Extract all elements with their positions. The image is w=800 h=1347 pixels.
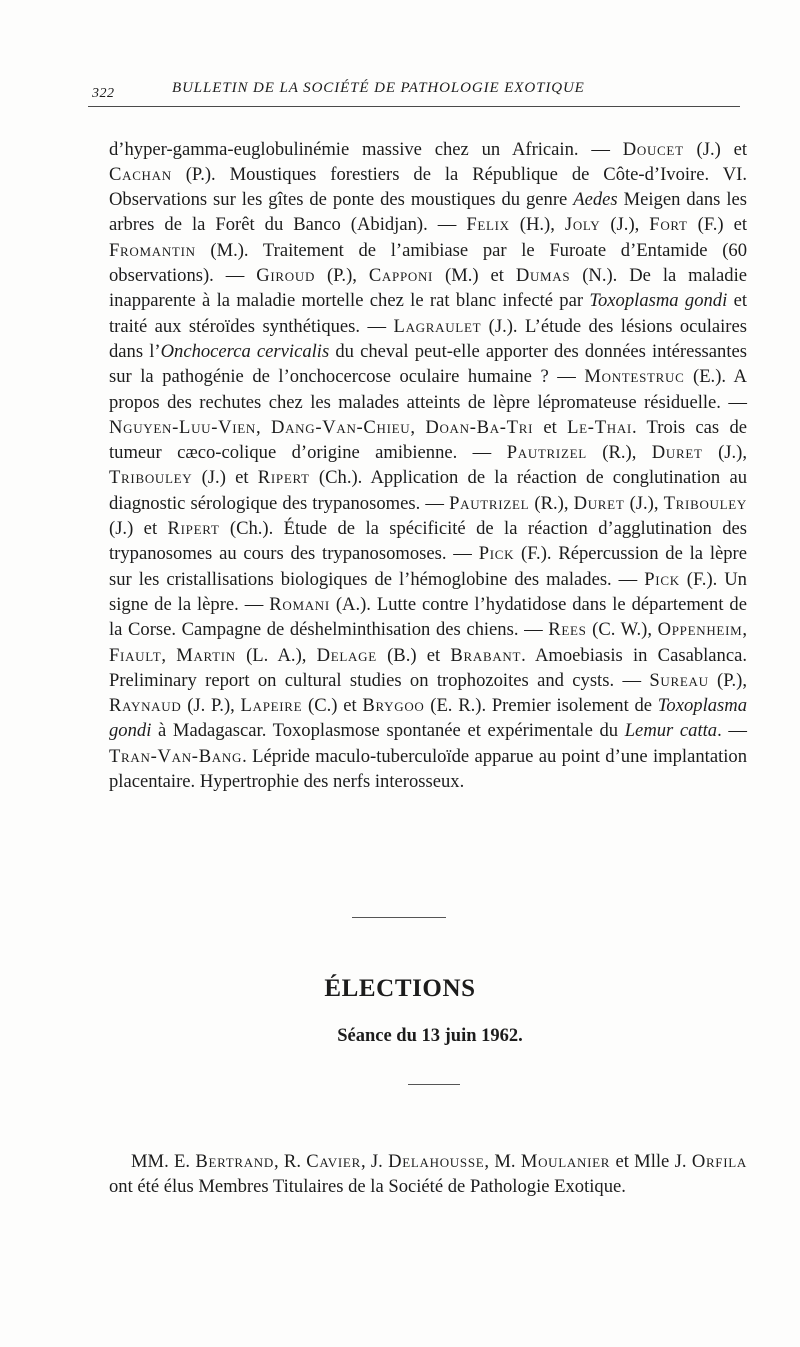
author-name: Duret — [573, 492, 625, 514]
header-rule — [88, 106, 740, 107]
member-name: Cavier — [306, 1150, 361, 1172]
author-name: Doucet — [622, 138, 684, 160]
body-text: (P.), — [315, 265, 369, 287]
author-name: Sureau — [649, 669, 709, 691]
reference-list-paragraph — [109, 137, 747, 795]
body-text: à Madagascar. Toxoplasmose spontanée et expérimentale du — [151, 720, 625, 742]
author-name: Montestruc — [584, 366, 685, 388]
author-name: Pick — [478, 543, 515, 565]
author-name: Duret — [651, 442, 703, 464]
body-text: d’hyper-gamma-euglobulinémie massive chez un Africain. — — [109, 138, 623, 160]
body-text: . Amoebiasis in Casablanca. Preliminary report on cultural studies on trophozoites and cysts. — — [109, 644, 747, 691]
italic-term: Toxoplasma gondi — [109, 695, 747, 742]
author-name: Dumas — [515, 265, 571, 287]
member-name: Bertrand — [195, 1150, 274, 1172]
body-text: (E. R.). Premier isolement de — [424, 695, 658, 717]
author-name: Tribouley — [663, 492, 748, 514]
body-text: , R. — [273, 1150, 307, 1172]
body-text: (A.). Lutte contre l’hydatidose dans le département de la Corse. Campagne de déshelminthisation des chiens. — — [109, 593, 747, 641]
body-text: , J. — [360, 1150, 389, 1172]
author-name: Romani — [269, 593, 330, 615]
body-text: (J.), — [600, 214, 650, 236]
author-name: Cachan — [109, 163, 172, 185]
author-name: Ripert — [167, 518, 220, 540]
author-name: Lapeire — [240, 695, 303, 717]
body-text: (J.) et — [683, 138, 748, 160]
session-date: Séance du 13 juin 1962. — [337, 1026, 523, 1046]
body-text: MM. E. — [131, 1150, 196, 1172]
author-name: Brygoo — [362, 695, 425, 717]
author-name: Tribouley — [109, 467, 193, 489]
body-text: (R.), — [586, 442, 652, 464]
author-name: Dang-Van-Chieu — [270, 416, 411, 438]
journal-title: BULLETIN DE LA SOCIÉTÉ DE PATHOLOGIE EXOTIQUE — [172, 80, 585, 96]
author-name: Brabant — [450, 644, 522, 666]
italic-term: Toxoplasma gondi — [589, 290, 728, 312]
body-text: (J.), — [702, 442, 747, 464]
author-name: Pautrizel — [449, 492, 530, 514]
body-text: (F.). Répercussion de la lèpre sur les cristallisations biologiques de l’hémoglobine des malades. — — [109, 543, 747, 590]
body-text: (Ch.). Étude de la spécificité de la réaction d’agglutination des trypanosomes au cours des trypanosomoses. — — [109, 518, 748, 565]
author-name: Oppenheim — [657, 619, 743, 641]
body-text: (H.), — [509, 214, 565, 236]
author-name: Pick — [644, 568, 680, 590]
body-text: (M.). Traitement de l’amibiase par le Furoate d’Entamide (60 observations). — — [109, 239, 747, 287]
author-name: Raynaud — [109, 695, 182, 717]
body-text: (J. P.), — [181, 695, 241, 717]
body-text: (F.). Un signe de la lèpre. — — [109, 568, 747, 615]
author-name: Doan-Ba-Tri — [425, 416, 534, 438]
body-text: ont été élus Membres Titulaires de la Société de Pathologie Exotique. — [109, 1176, 626, 1198]
body-text: . — — [717, 720, 747, 742]
body-text: (J.), — [624, 492, 664, 514]
body-text: et traité aux stéroïdes synthétiques. — — [109, 290, 747, 337]
author-name: Giroud — [256, 265, 316, 287]
body-text: , — [161, 644, 177, 666]
author-name: Capponi — [368, 265, 434, 287]
body-text: , — [742, 619, 748, 641]
author-name: Tran-Van-Bang — [109, 745, 243, 767]
body-text: . Trois cas de tumeur cæco-colique d’origine amibienne. — — [109, 416, 747, 464]
body-text: (P.). Moustiques forestiers de la République de Côte-d’Ivoire. VI. Observations sur les gîtes de ponte des moustiques du genre — [109, 163, 747, 211]
author-name: Delage — [316, 644, 377, 666]
author-name: Fromantin — [109, 239, 196, 261]
body-text: (C. W.), — [586, 619, 658, 641]
election-paragraph — [109, 1149, 747, 1200]
author-name: Fort — [649, 214, 688, 236]
body-text: . Lépride maculo-tuberculoïde apparue au point d’une implantation placentaire. Hypertrophie des nerfs interosseux. — [109, 745, 747, 793]
author-name: Rees — [548, 619, 587, 641]
author-name: Ripert — [257, 467, 310, 489]
body-text: (M.) et — [433, 265, 516, 287]
italic-term: Lemur catta — [624, 720, 718, 742]
section-divider — [352, 917, 446, 918]
body-text: (Ch.). Application de la réaction de conglutination au diagnostic sérologique des trypanosomes. — — [109, 467, 747, 514]
member-name: Delahousse — [388, 1150, 485, 1172]
body-text: et Mlle J. — [610, 1150, 692, 1172]
author-name: Fiault — [109, 644, 162, 666]
italic-term: Onchocerca cervicalis — [160, 340, 330, 362]
body-text: , — [410, 416, 426, 438]
body-text: (J.) et — [109, 518, 168, 540]
author-name: Lagraulet — [393, 315, 482, 337]
body-text: Meigen dans les arbres de la Forêt du Banco (Abidjan). — — [109, 189, 747, 236]
body-text: (L. A.), — [235, 644, 317, 666]
member-name: Orfila — [691, 1150, 747, 1172]
body-text: et — [533, 416, 568, 438]
short-divider — [408, 1084, 460, 1085]
member-name: Moulanier — [520, 1150, 611, 1172]
body-text: (N.). De la maladie inapparente à la maladie mortelle chez le rat blanc infecté par — [109, 265, 748, 312]
body-text: (P.), — [708, 669, 748, 691]
body-text: (C.) et — [302, 695, 363, 717]
author-name: Nguyen-Luu-Vien — [109, 416, 257, 438]
italic-term: Aedes — [573, 189, 618, 211]
body-text: (B.) et — [376, 644, 451, 666]
author-name: Martin — [176, 644, 236, 666]
author-name: Le-Thai — [567, 416, 632, 438]
body-text: , — [256, 416, 271, 438]
body-text: (E.). A propos des rechutes chez les malades atteints de lèpre lépromateuse résiduelle. — — [109, 366, 747, 413]
body-text: du cheval peut-elle apporter des données intéressantes sur la pathogénie de l’onchocercose oculaire humaine ? — — [109, 340, 747, 388]
section-title: ÉLECTIONS — [324, 975, 476, 1002]
body-text: (F.) et — [687, 214, 747, 236]
body-text: (R.), — [529, 492, 574, 514]
author-name: Joly — [564, 214, 601, 236]
body-text: , M. — [484, 1150, 521, 1172]
body-text: (J.). L’étude des lésions oculaires dans l’ — [109, 315, 747, 362]
body-text: (J.) et — [192, 467, 258, 489]
page-number: 322 — [92, 86, 115, 101]
author-name: Felix — [466, 214, 510, 236]
author-name: Pautrizel — [506, 442, 587, 464]
running-header — [88, 76, 740, 110]
